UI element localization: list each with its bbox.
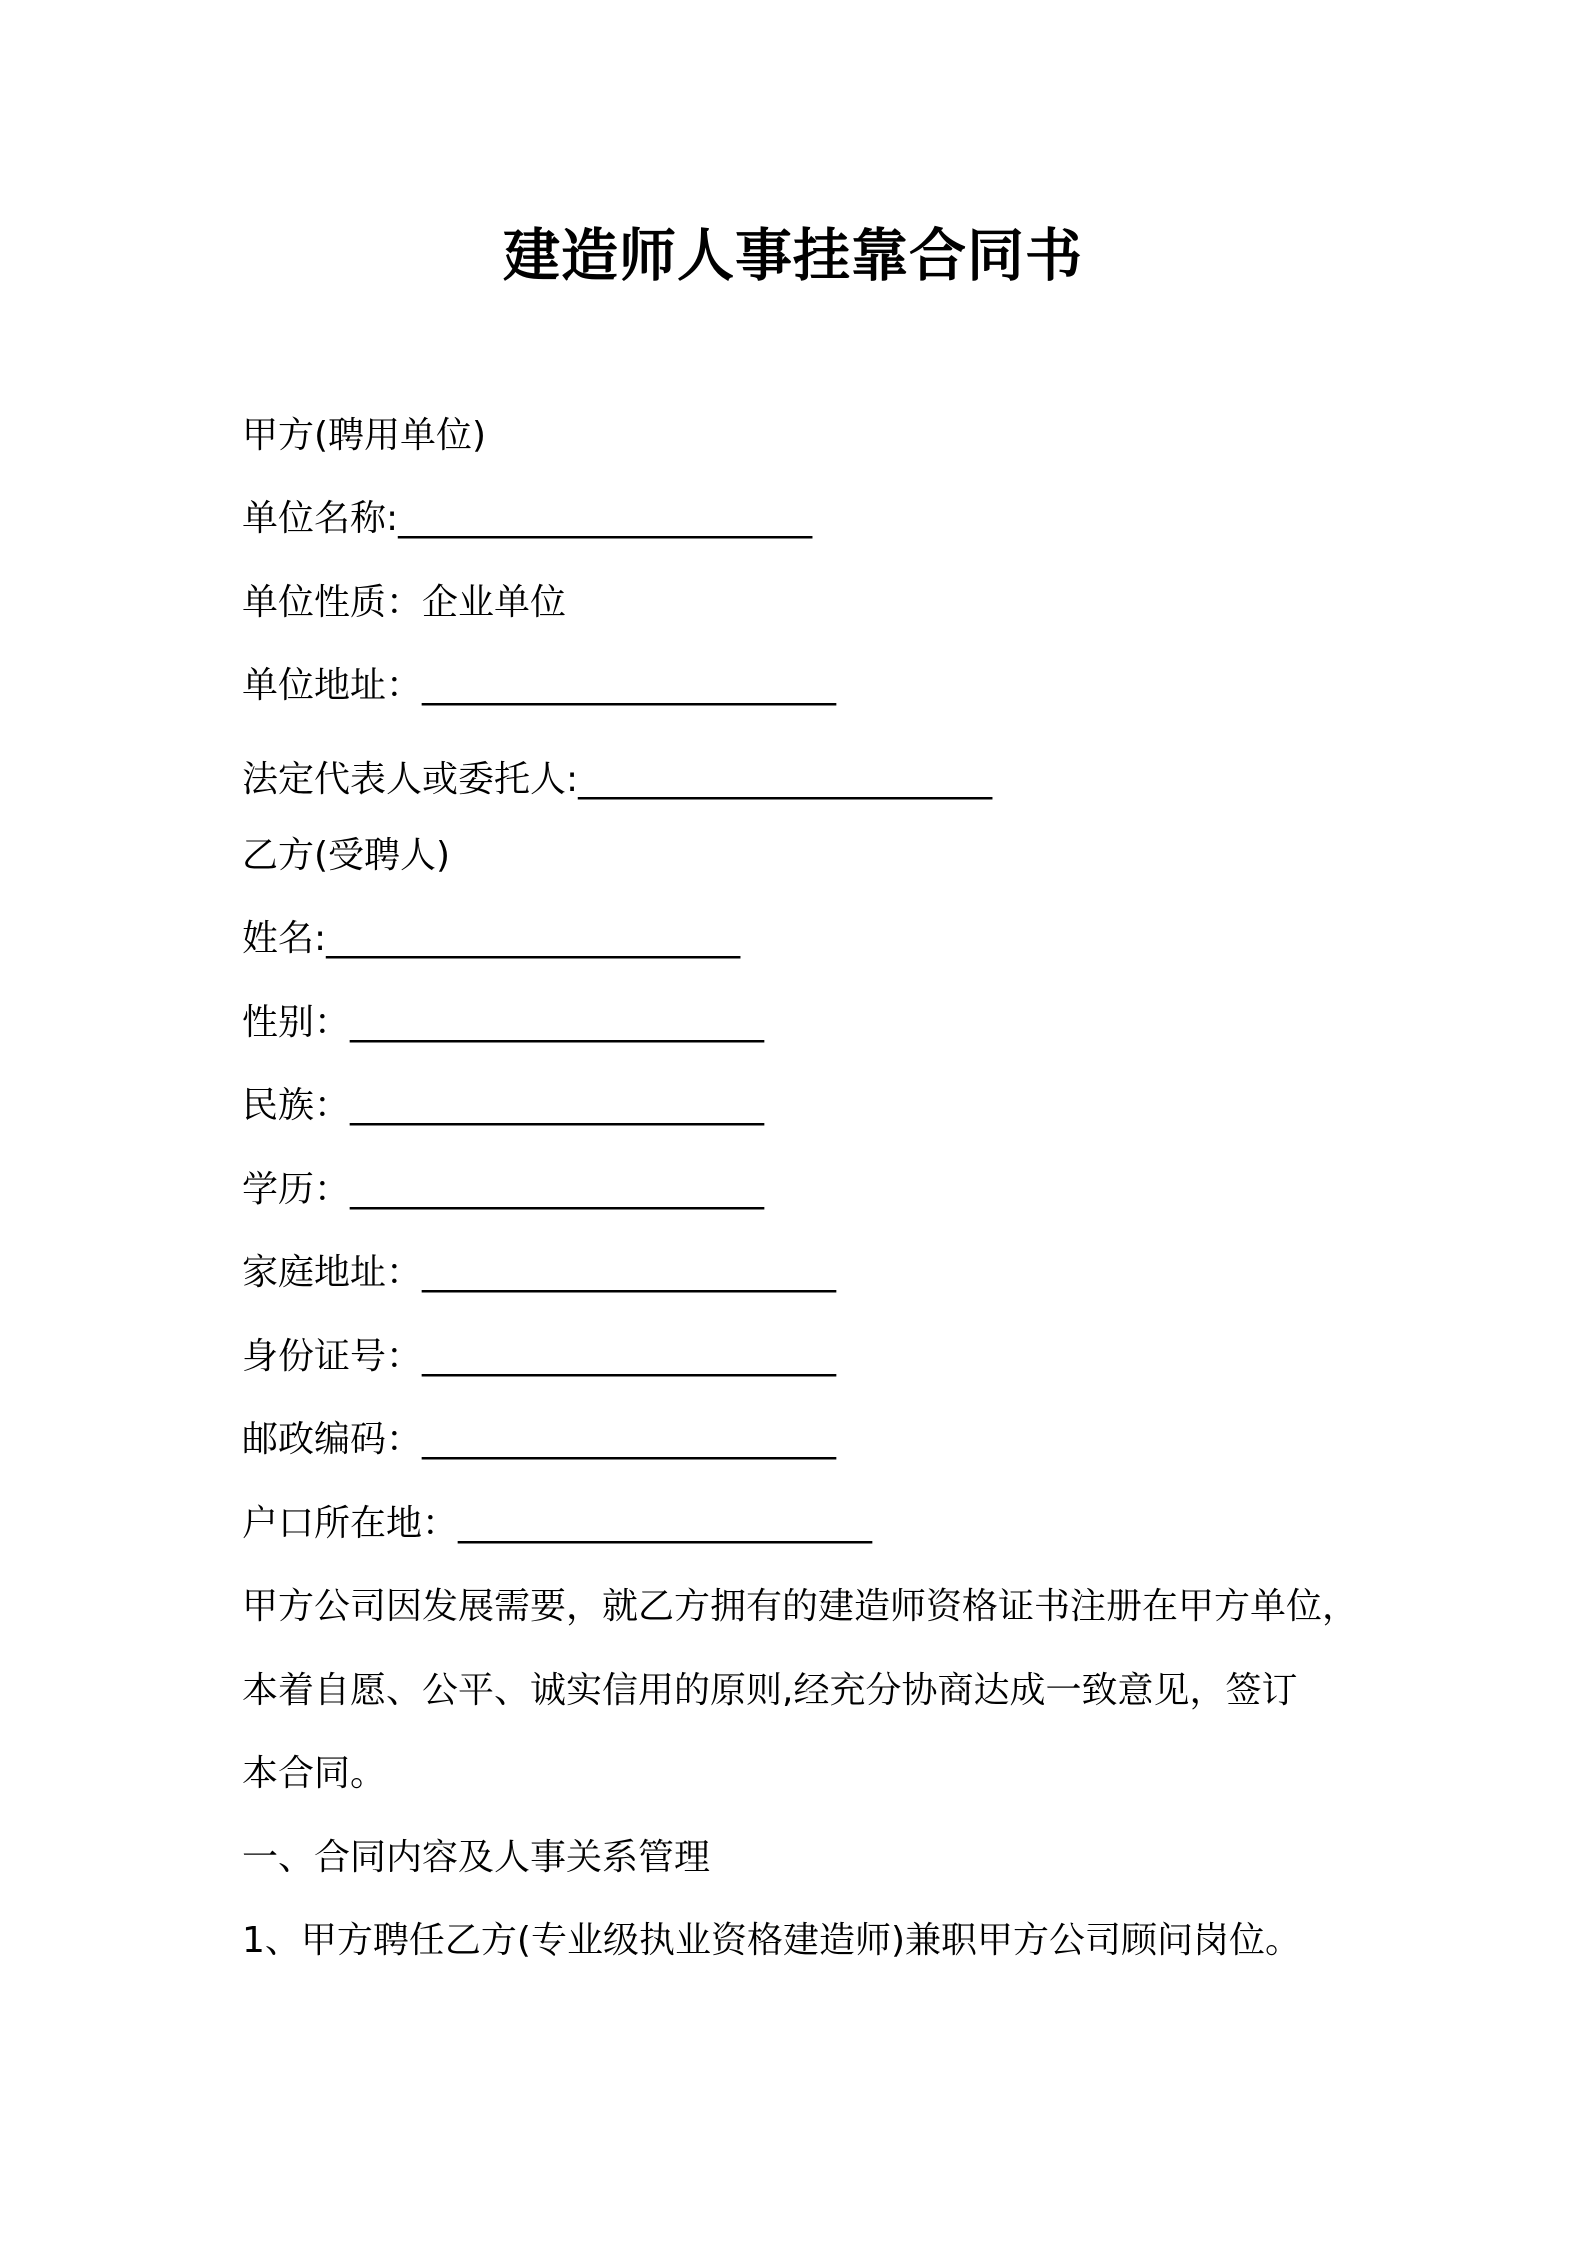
clause-1: 1、甲方聘任乙方(专业级执业资格建造师)兼职甲方公司顾问岗位。 [242, 1920, 1301, 1961]
education-field: 学历：_______________________ [242, 1169, 765, 1210]
company-address-field: 单位地址：_______________________ [242, 665, 837, 706]
company-name-field: 单位名称:_______________________ [242, 498, 813, 539]
gender-field: 性别：_______________________ [242, 1002, 765, 1043]
name-field: 姓名:_______________________ [242, 918, 741, 959]
preamble-line-3: 本合同。 [242, 1753, 387, 1794]
legal-representative-field: 法定代表人或委托人:_______________________ [242, 759, 993, 800]
preamble-line-2: 本着自愿、公平、诚实信用的原则,经充分协商达成一致意见，签订 [242, 1670, 1298, 1711]
preamble-line-1: 甲方公司因发展需要，就乙方拥有的建造师资格证书注册在甲方单位， [242, 1586, 1359, 1627]
id-number-field: 身份证号：_______________________ [242, 1336, 837, 1377]
party-b-heading: 乙方(受聘人) [242, 835, 451, 876]
company-type-field: 单位性质：企业单位 [242, 582, 567, 623]
postal-code-field: 邮政编码：_______________________ [242, 1419, 837, 1460]
ethnicity-field: 民族：_______________________ [242, 1085, 765, 1126]
document-title: 建造师人事挂靠合同书 [503, 223, 1083, 289]
party-a-heading: 甲方(聘用单位) [242, 415, 487, 456]
household-registration-field: 户口所在地：_______________________ [242, 1503, 873, 1544]
section-1-heading: 一、合同内容及人事关系管理 [242, 1837, 711, 1878]
home-address-field: 家庭地址：_______________________ [242, 1252, 837, 1293]
